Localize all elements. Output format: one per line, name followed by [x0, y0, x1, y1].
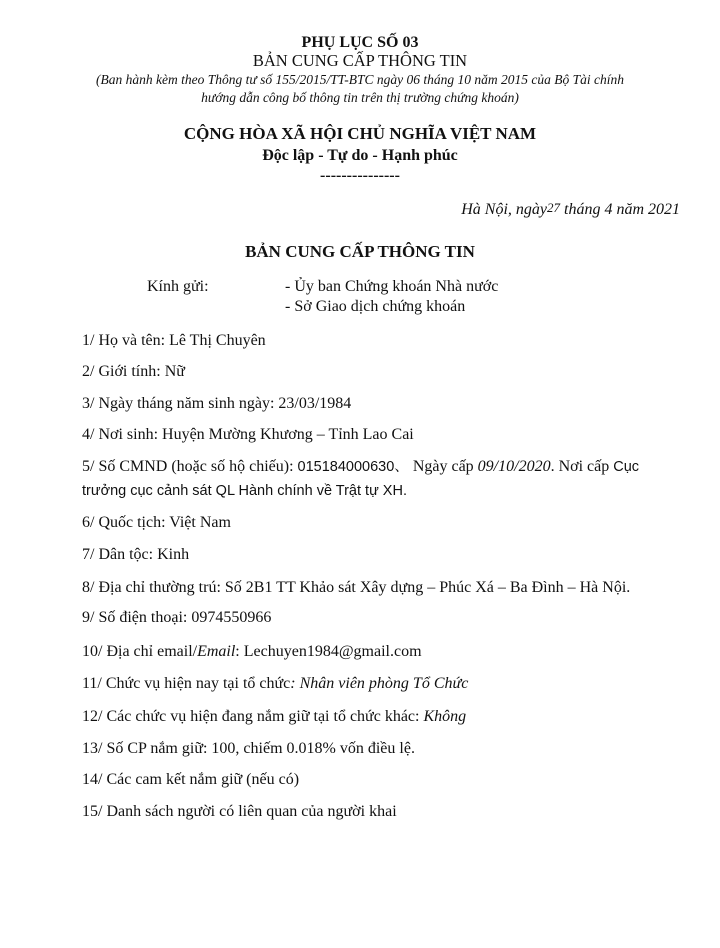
item-birth-date: 3/ Ngày tháng năm sinh ngày: 23/03/1984: [82, 395, 352, 412]
item-gender: 2/ Giới tính: Nữ: [82, 363, 185, 380]
item-address: 8/ Địa chỉ thường trú: Số 2B1 TT Khảo sát Xây dựng – Phúc Xá – Ba Đình – Hà Nội.: [82, 579, 631, 596]
item-other-positions: 12/ Các chức vụ hiện đang nắm giữ tại tổ chức khác: Không: [82, 708, 467, 725]
country-name: CỘNG HÒA XÃ HỘI CHỦ NGHĨA VIỆT NAM: [183, 124, 537, 143]
place-date: Hà Nội, ngày27 tháng 4 năm 2021: [461, 200, 680, 218]
appendix-heading: PHỤ LỤC SỐ 03: [301, 34, 419, 51]
regulation-note-1: (Ban hành kèm theo Thông tư số 155/2015/TT-BTC ngày 06 tháng 10 năm 2015 của Bộ Tài chính: [96, 72, 624, 87]
item-related-persons: 15/ Danh sách người có liên quan của người khai: [82, 803, 397, 820]
item-ethnicity: 7/ Dân tộc: Kinh: [82, 546, 190, 563]
item-email: 10/ Địa chỉ email/Email: Lechuyen1984@gmail.com: [82, 643, 422, 660]
item-id-number: 5/ Số CMND (hoặc số hộ chiếu): 015184000630、 Ngày cấp 09/10/2020. Nơi cấp Cục: [82, 458, 640, 475]
item-full-name: 1/ Họ và tên: Lê Thị Chuyên: [82, 332, 266, 349]
national-motto: Độc lập - Tự do - Hạnh phúc: [262, 147, 458, 164]
item-shares-held: 13/ Số CP nắm giữ: 100, chiếm 0.018% vốn điều lệ.: [82, 740, 415, 757]
document-title: BẢN CUNG CẤP THÔNG TIN: [245, 242, 475, 261]
item-commitments: 14/ Các cam kết nắm giữ (nếu có): [82, 771, 300, 788]
divider: ---------------: [320, 167, 400, 184]
item-phone: 9/ Số điện thoại: 0974550966: [82, 609, 272, 626]
recipients-label: Kính gửi:: [147, 278, 209, 295]
recipient-2: - Sở Giao dịch chứng khoán: [285, 298, 466, 315]
item-position: 11/ Chức vụ hiện nay tại tổ chức: Nhân viên phòng Tổ Chức: [82, 675, 469, 692]
item-id-issuer: trưởng cục cảnh sát QL Hành chính về Trật tự XH.: [82, 483, 407, 499]
form-title: BẢN CUNG CẤP THÔNG TIN: [252, 51, 468, 70]
recipient-1: - Ủy ban Chứng khoán Nhà nước: [285, 278, 499, 295]
item-nationality: 6/ Quốc tịch: Việt Nam: [82, 514, 231, 531]
handwritten-day: 27: [547, 200, 560, 215]
item-birth-place: 4/ Nơi sinh: Huyện Mường Khương – Tỉnh Lao Cai: [82, 426, 414, 443]
regulation-note-2: hướng dẫn công bố thông tin trên thị trường chứng khoán): [201, 90, 519, 105]
